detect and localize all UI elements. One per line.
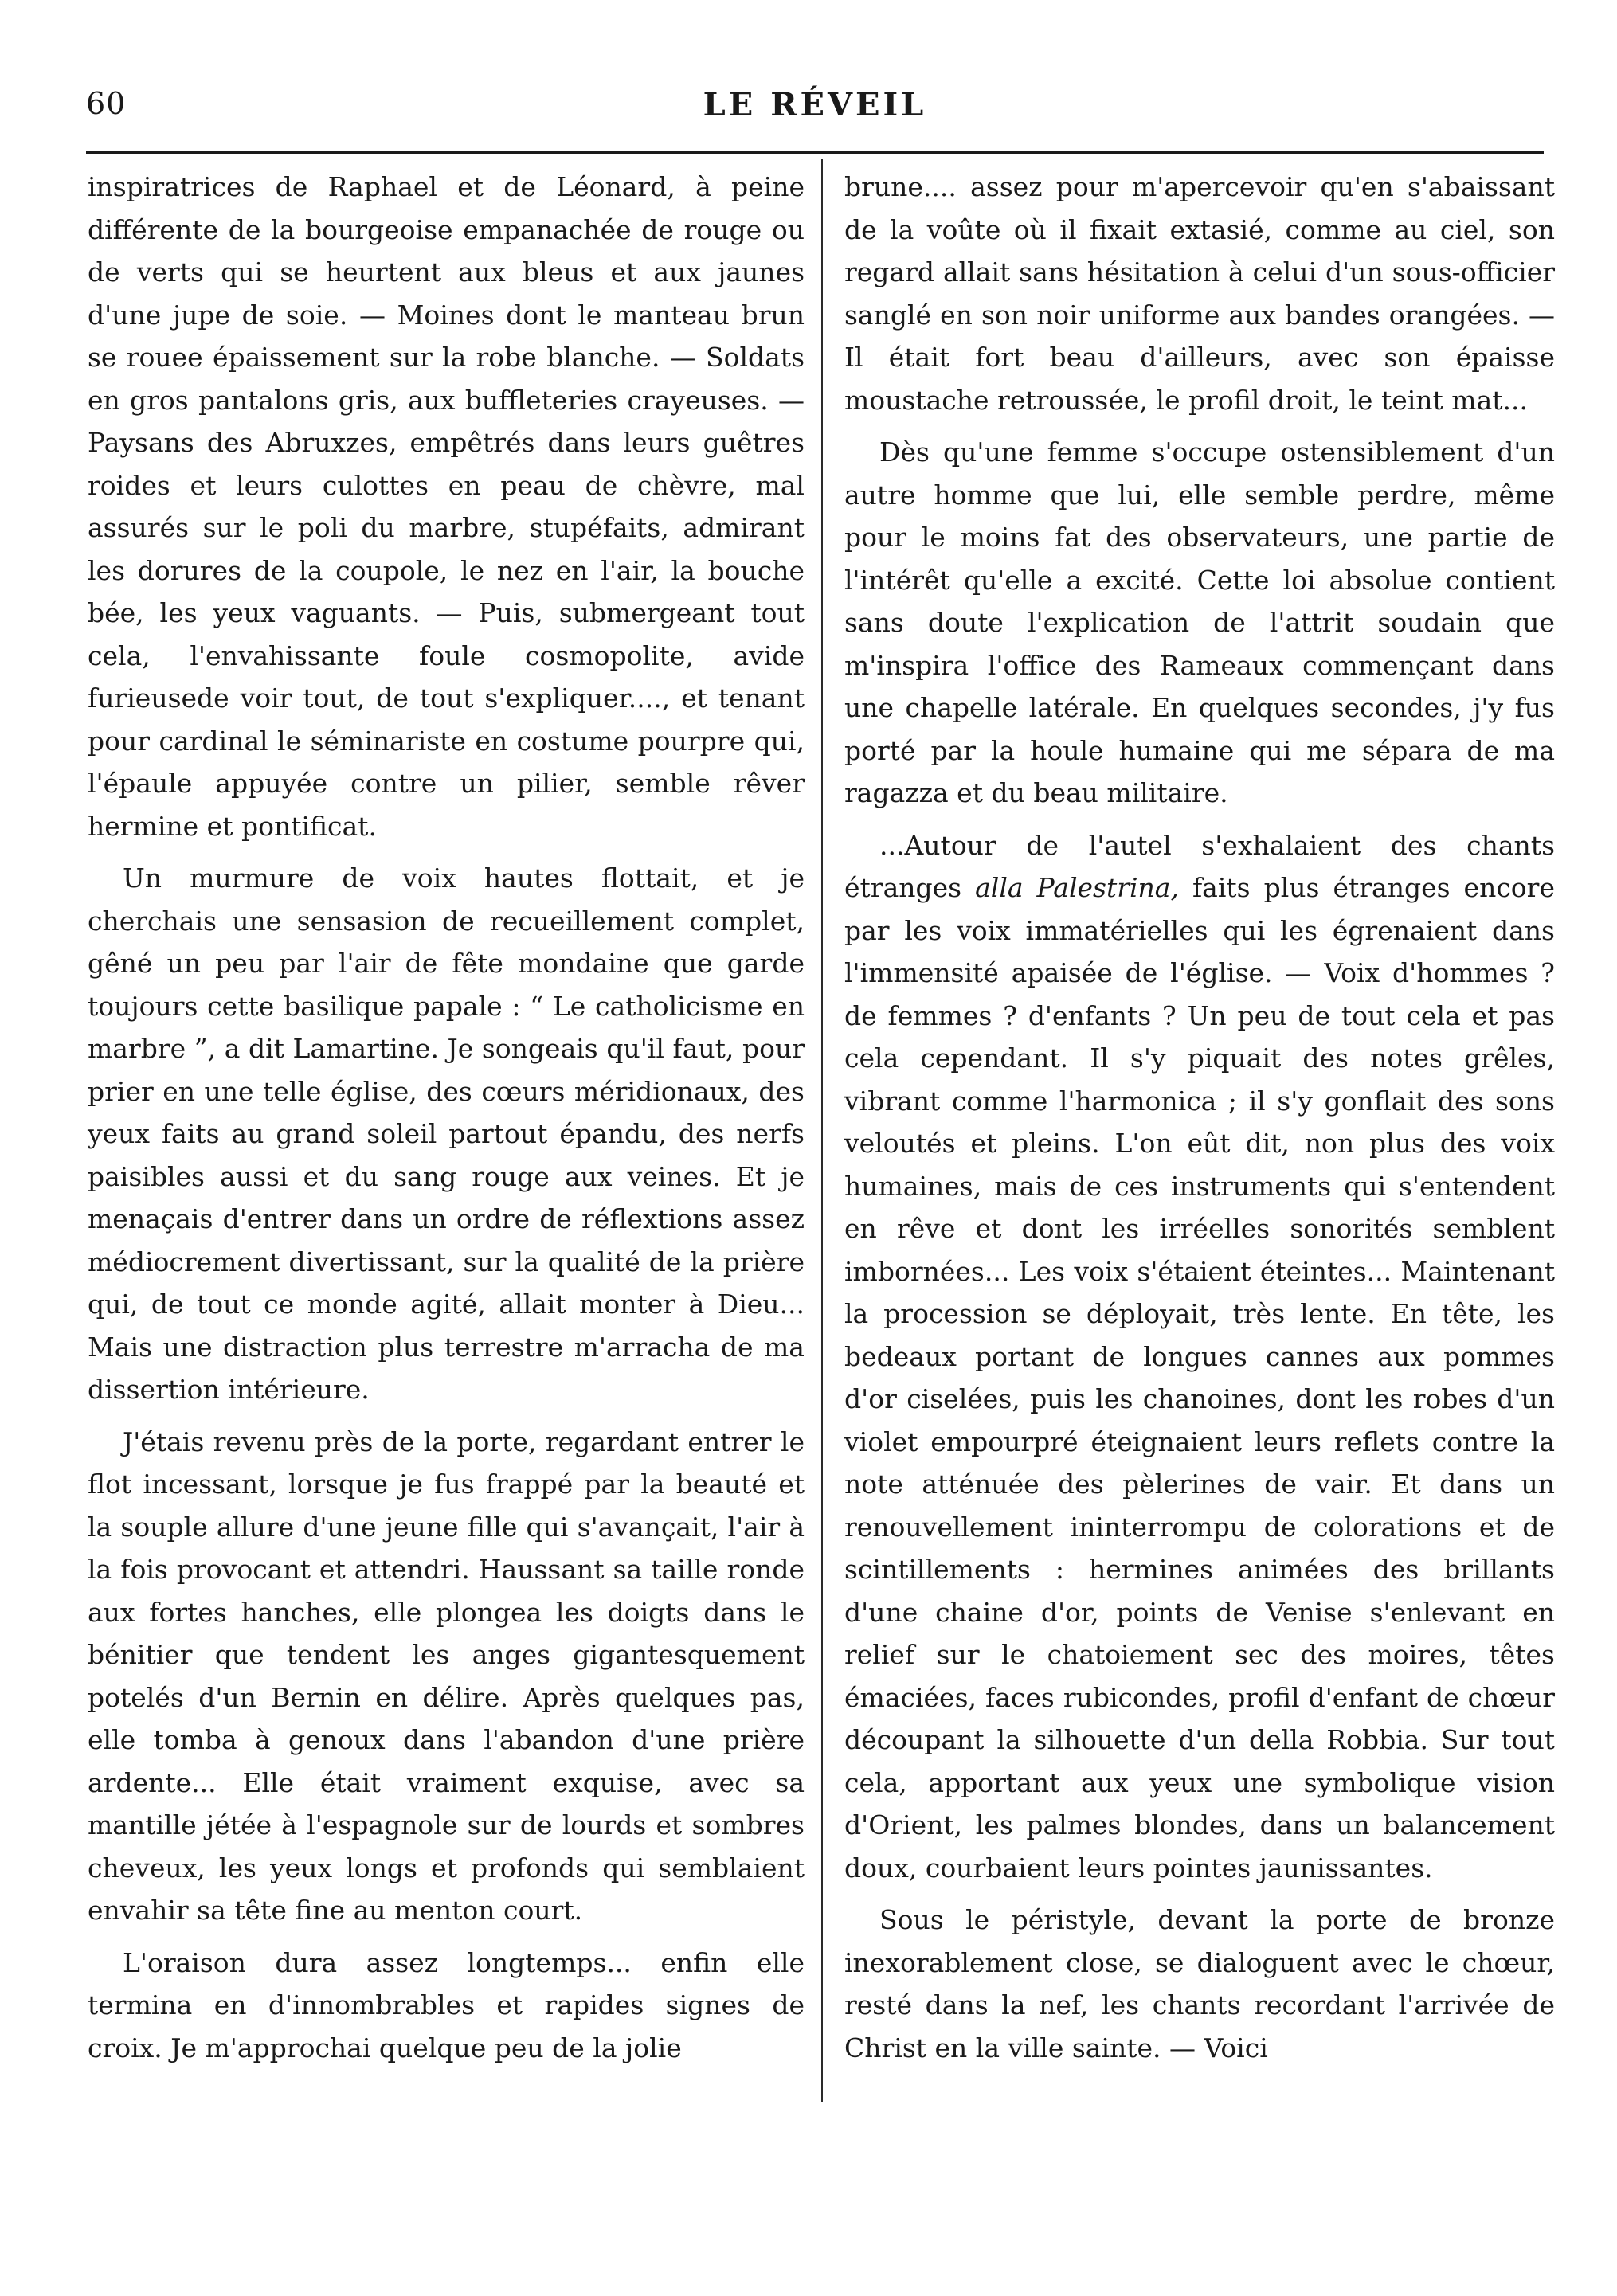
paragraph: brune.... assez pour m'apercevoir qu'en s'abaissant de la voûte où il fixait extasié, comme au ciel, son regard allait sans hésitation à celui d'un sous-officier sanglé en son noir uniforme aux bandes orangées. — Il était fort beau d'ailleurs, avec son épaisse moustache retroussée, le profil droit, le teint mat... <box>844 171 1555 416</box>
left-column <box>88 166 805 2079</box>
header-rule <box>86 151 1544 154</box>
paragraph <box>844 824 1555 1890</box>
right-column <box>844 166 1555 2079</box>
paragraph: inspiratrices de Raphael et de Léonard, à peine différente de la bourgeoise empanachée de rouge ou de verts qui se heurtent aux bleus et aux jaunes d'une jupe de soie. — Moines dont le manteau brun se rouee épaissement sur la robe blanche. — Soldats en gros pantalons gris, aux buffleteries crayeuses. — Paysans des Abruxzes, empêtrés dans leurs guêtres roides et leurs culottes en peau de chèvre, mal assurés sur le poli du marbre, stupéfaits, admirant les dorures de la coupole, le nez en l'air, la bouche bée, les yeux vaguants. — Puis, submergeant tout cela, l'envahissante foule cosmopolite, avide furieusede voir tout, de tout s'expliquer...., et tenant pour cardinal le séminariste en costume pourpre qui, l'épaule appuyée contre un pilier, semble rêver hermine et pontificat. <box>88 171 805 842</box>
journal-title: LE RÉVEIL <box>703 86 927 123</box>
text-run: ...Autour de l'autel s'exhalaient des chants étranges <box>844 829 1555 903</box>
italic-phrase: alla Palestrina, <box>975 872 1179 903</box>
page-number: 60 <box>86 86 127 121</box>
text-run: faits plus étranges encore par les voix immatérielles qui les égrenaient dans l'immensité apaisée de l'église. — Voix d'hommes ? de femmes ? d'enfants ? Un peu de tout cela et pas cela cependant. Il s'y piquait des notes grêles, vibrant comme l'harmonica ; il s'y gonflait des sons veloutés et pleins. L'on eût dit, non plus des voix humaines, mais de ces instruments qui s'entendent en rêve et dont les irréelles sonorités semblent imbornées... Les voix s'étaient éteintes... Maintenant la procession se déployait, très lente. En tête, les bedeaux portant de longues cannes aux pommes d'or ciselées, puis les chanoines, dont les robes d'un violet empourpré éteignaient leurs reflets contre la note atténuée des pèlerines de vair. Et dans un renouvellement ininterrompu de colorations et de scintillements : hermines animées des brillants d'une chaine d'or, points de Venise s'enlevant en relief sur le chatoiement sec des moires, têtes émaciées, faces rubicondes, profil d'enfant de chœur découpant la silhouette d'un della Robbia. Sur tout cela, apportant aux yeux une symbolique vision d'Orient, les palmes blondes, dans un balancement doux, courbaient leurs pointes jaunissantes. <box>844 872 1555 1883</box>
paragraph: Sous le péristyle, devant la porte de bronze inexorablement close, se dialoguent avec le chœur, resté dans la nef, les chants recordant l'arrivée de Christ en la ville sainte. — Voici <box>844 1904 1555 2063</box>
paragraph: Un murmure de voix hautes flottait, et je cherchais une sensasion de recueillement complet, gêné un peu par l'air de fête mondaine que garde toujours cette basilique papale : “ Le catholicisme en marbre ”, a dit Lamartine. Je songeais qu'il faut, pour prier en une telle église, des cœurs méridionaux, des yeux faits au grand soleil partout épandu, des nerfs paisibles aussi et du sang rouge aux veines. Et je menaçais d'entrer dans un ordre de réflextions assez médiocrement divertissant, sur la qualité de la prière qui, de tout ce monde agité, allait monter à Dieu... Mais une distraction plus terrestre m'arracha de ma dissertion intérieure. <box>88 862 805 1405</box>
page-header <box>86 86 1544 134</box>
paragraph: L'oraison dura assez longtemps... enfin elle termina en d'innombrables et rapides signes de croix. Je m'approchai quelque peu de la jolie <box>88 1946 805 2063</box>
column-divider <box>821 159 823 2102</box>
paragraph: Dès qu'une femme s'occupe ostensiblement d'un autre homme que lui, elle semble perdre, même pour le moins fat des observateurs, une partie de l'intérêt qu'elle a excité. Cette loi absolue contient sans doute l'explication de l'attrit soudain que m'inspira l'office des Rameaux commençant dans une chapelle latérale. En quelques secondes, j'y fus porté par la houle humaine qui me sépara de ma ragazza et du beau militaire. <box>844 436 1555 808</box>
paragraph: J'étais revenu près de la porte, regardant entrer le flot incessant, lorsque je fus frappé par la beauté et la souple allure d'une jeune fille qui s'avançait, l'air à la fois provocant et attendri. Haussant sa taille ronde aux fortes hanches, elle plongea les doigts dans le bénitier que tendent les anges gigantesquement potelés d'un Bernin en délire. Après quelques pas, elle tomba à genoux dans l'abandon d'une prière ardente... Elle était vraiment exquise, avec sa mantille jétée à l'espagnole sur de lourds et sombres cheveux, les yeux longs et profonds qui semblaient envahir sa tête fine au menton court. <box>88 1426 805 1926</box>
